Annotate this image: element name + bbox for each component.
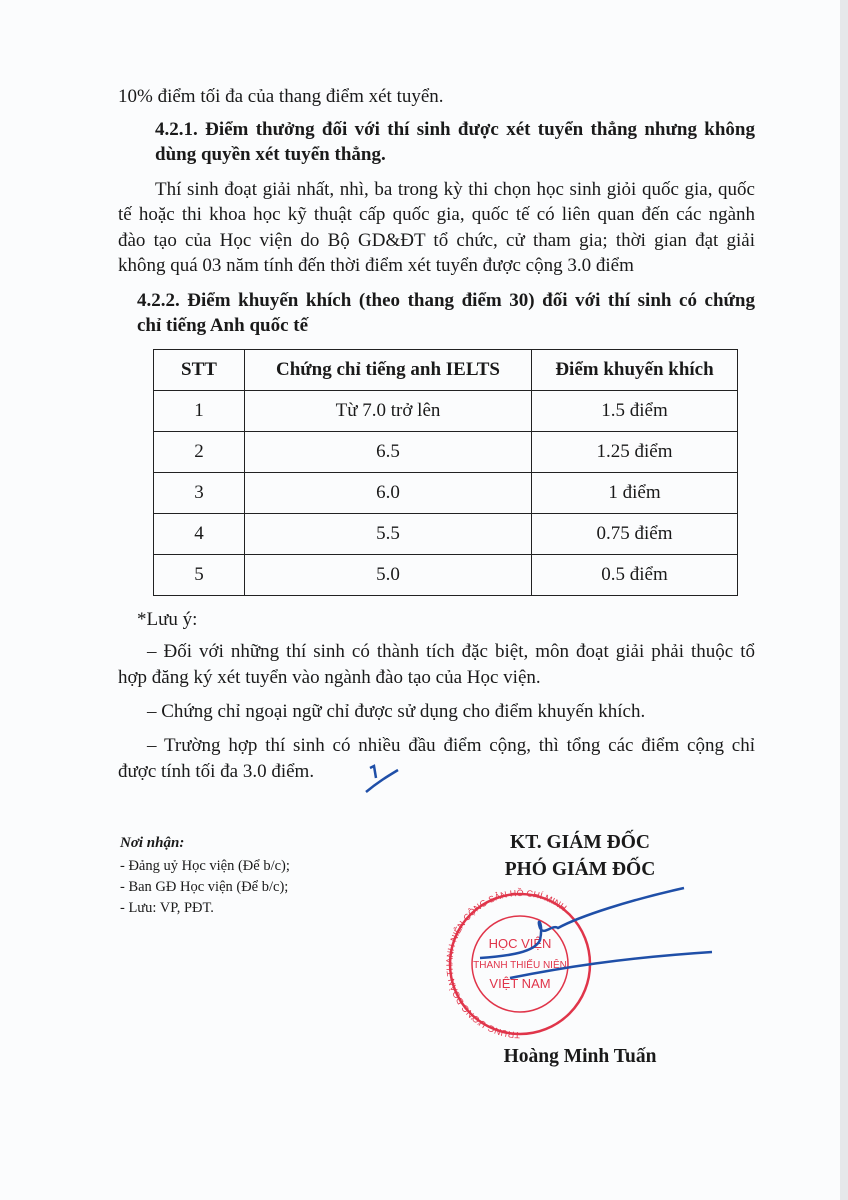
scan-edge	[840, 0, 848, 1200]
cell-certificate: 6.0	[245, 473, 532, 514]
cell-stt: 2	[154, 432, 245, 473]
cell-bonus: 1 điểm	[532, 473, 738, 514]
recipient-item: - Đảng uỷ Học viện (Để b/c);	[120, 858, 290, 874]
section-422-heading: 4.2.2. Điểm khuyến khích (theo thang điểm 30) đối với thí sinh có chứng	[137, 290, 755, 311]
cell-bonus: 1.5 điểm	[532, 391, 738, 432]
section-421-heading-cont: dùng quyền xét tuyển thẳng.	[155, 144, 386, 165]
cell-bonus: 1.25 điểm	[532, 432, 738, 473]
signature-title-1: KT. GIÁM ĐỐC	[510, 832, 650, 853]
stamp-line: THANH THIẾU NIÊN	[473, 960, 567, 971]
recipient-item: - Ban GĐ Học viện (Để b/c);	[120, 879, 289, 895]
note-line: được tính tối đa 3.0 điểm.	[118, 761, 315, 782]
cell-bonus: 0.75 điểm	[532, 514, 738, 555]
header-bonus: Điểm khuyến khích	[532, 350, 738, 391]
table-row	[154, 473, 738, 514]
official-stamp	[440, 880, 730, 1040]
paragraph-line: Thí sinh đoạt giải nhất, nhì, ba trong kỳ thi chọn học sinh giỏi quốc gia, quốc	[155, 179, 755, 200]
note-line: – Chứng chỉ ngoại ngữ chỉ được sử dụng cho điểm khuyến khích.	[147, 701, 646, 722]
intro-line: 10% điểm tối đa của thang điểm xét tuyển.	[118, 86, 444, 107]
cell-bonus: 0.5 điểm	[532, 555, 738, 596]
section-422-heading-cont: chỉ tiếng Anh quốc tế	[137, 315, 309, 336]
paragraph-line: không quá 03 năm tính đến thời điểm xét tuyển được cộng 3.0 điểm	[118, 255, 634, 276]
stamp-ring-text: TRUNG ƯƠNG ĐOÀN THANH NIÊN CỘNG SẢN HỒ CHÍ MINH	[444, 887, 569, 1040]
cell-certificate: 6.5	[245, 432, 532, 473]
cell-stt: 1	[154, 391, 245, 432]
table-header-row	[154, 350, 738, 391]
stamp-line: VIỆT NAM	[489, 976, 551, 991]
paragraph-line: tế hoặc thi khoa học kỹ thuật cấp quốc gia, quốc tế có liên quan đến các ngành	[118, 204, 755, 225]
signer-name: Hoàng Minh Tuấn	[503, 1046, 657, 1067]
cell-stt: 4	[154, 514, 245, 555]
table-row	[154, 432, 738, 473]
initial-mark-icon	[362, 762, 402, 798]
notes-title: *Lưu ý:	[137, 609, 198, 630]
table-row	[154, 514, 738, 555]
ielts-table	[153, 349, 738, 596]
cell-stt: 3	[154, 473, 245, 514]
signature-title-2: PHÓ GIÁM ĐỐC	[504, 859, 656, 880]
cell-certificate: Từ 7.0 trở lên	[245, 391, 532, 432]
cell-stt: 5	[154, 555, 245, 596]
table-row	[154, 391, 738, 432]
note-line: – Trường hợp thí sinh có nhiều đầu điểm cộng, thì tổng các điểm cộng chỉ	[147, 735, 755, 756]
recipients-title: Nơi nhận:	[120, 835, 185, 851]
header-certificate: Chứng chỉ tiếng anh IELTS	[245, 350, 532, 391]
header-stt: STT	[154, 350, 245, 391]
section-421-heading: 4.2.1. Điểm thưởng đối với thí sinh được xét tuyển thẳng nhưng không	[155, 119, 755, 140]
cell-certificate: 5.5	[245, 514, 532, 555]
cell-certificate: 5.0	[245, 555, 532, 596]
stamp-line: HỌC VIỆN	[488, 936, 552, 951]
note-line: hợp đăng ký xét tuyển vào ngành đào tạo của Học viện.	[118, 667, 541, 688]
table-row	[154, 555, 738, 596]
paragraph-line: đào tạo của Học viện do Bộ GD&ĐT tổ chức, cử tham gia; thời gian đạt giải	[118, 230, 755, 251]
note-line: – Đối với những thí sinh có thành tích đặc biệt, môn đoạt giải phải thuộc tổ	[147, 641, 755, 662]
recipient-item: - Lưu: VP, PĐT.	[120, 900, 214, 916]
